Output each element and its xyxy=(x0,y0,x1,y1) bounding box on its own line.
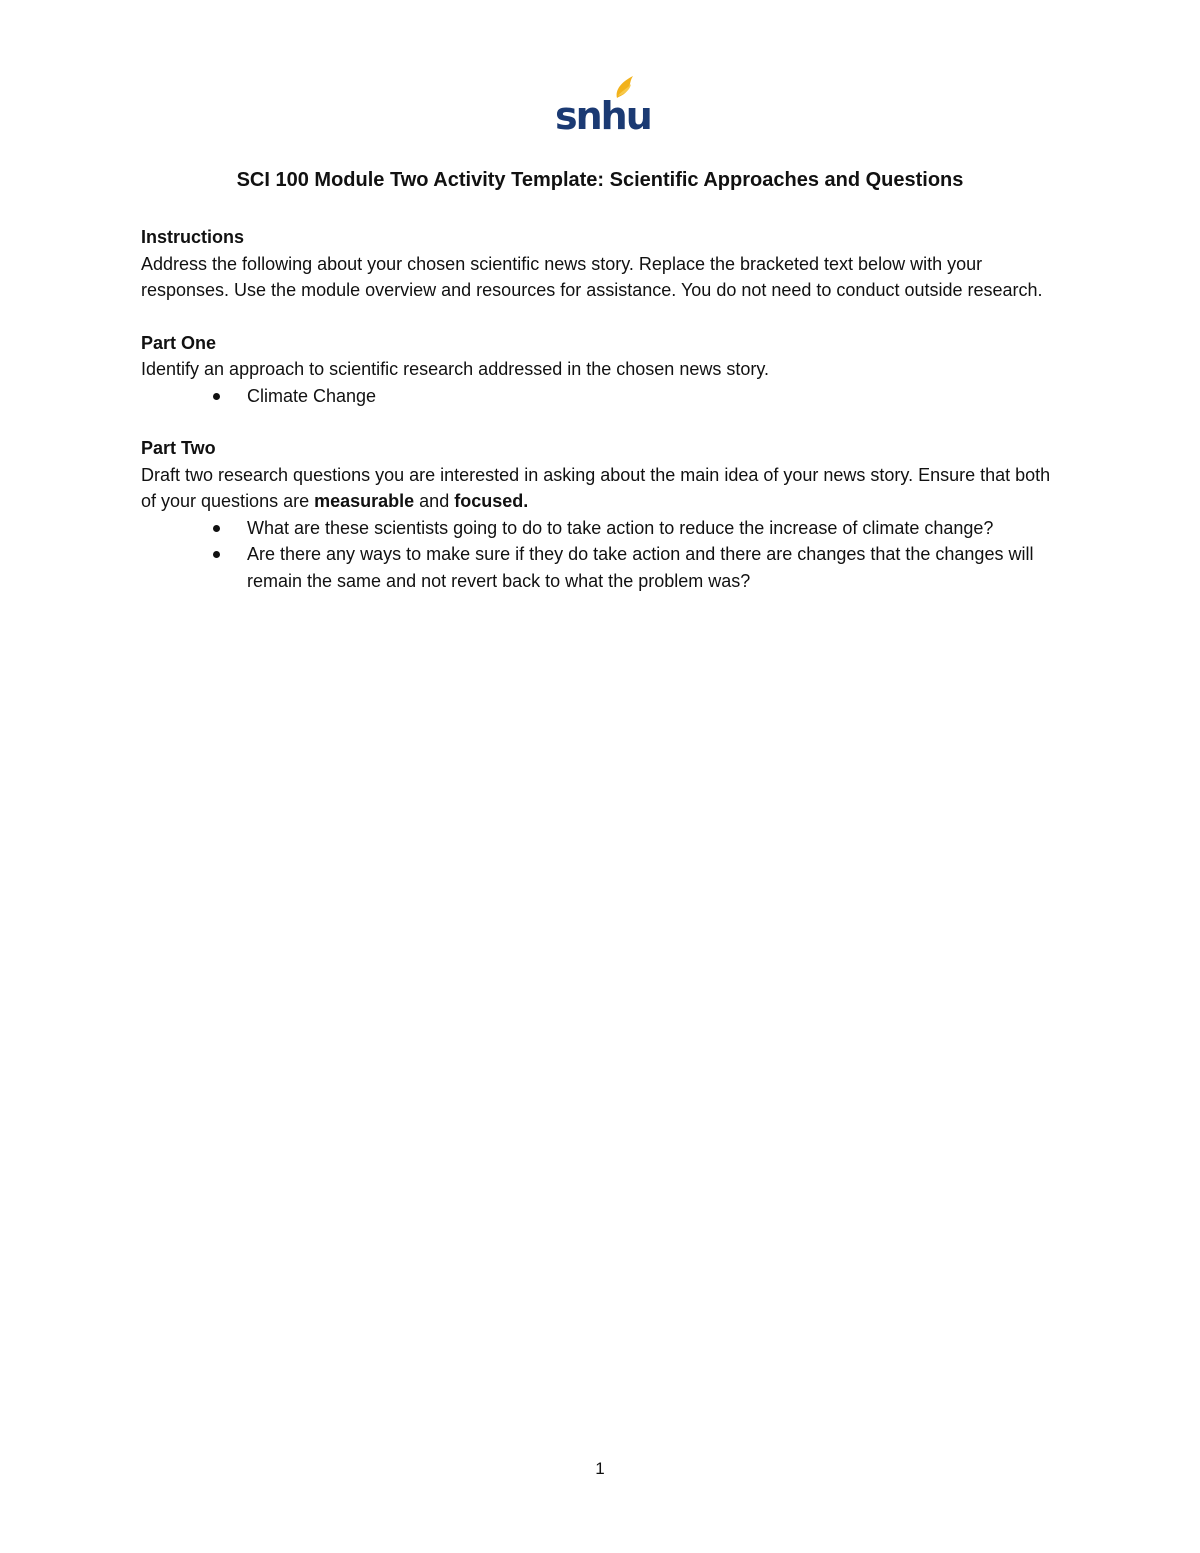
bullet-icon xyxy=(213,525,220,532)
answer-text: Climate Change xyxy=(247,385,377,406)
answer-text: Are there any ways to make sure if they do take action and there are changes that the changes will remain the same and not revert back to what the problem was? xyxy=(247,544,1034,591)
bullet-icon xyxy=(213,393,220,400)
list-item xyxy=(141,541,1061,594)
page-number: 1 xyxy=(595,1459,605,1478)
logo-text: snhu xyxy=(555,94,651,138)
part-two-answers xyxy=(141,515,1061,595)
prompt-text-and: and xyxy=(414,491,455,511)
answer-text: What are these scientists going to do to take action to reduce the increase of climate change? xyxy=(247,517,994,538)
list-item xyxy=(141,383,1061,410)
document-title: SCI 100 Module Two Activity Template: Scientific Approaches and Questions xyxy=(236,169,964,191)
part-one-section xyxy=(141,330,1061,410)
instructions-section xyxy=(141,224,1061,304)
bullet-icon xyxy=(213,551,220,558)
part-one-heading: Part One xyxy=(141,332,217,353)
instructions-text: Address the following about your chosen scientific news story. Replace the bracketed text below with your responses. Use the module overview and resources for assistance. You do not need to conduct outside research. xyxy=(141,253,1043,300)
prompt-bold-focused: focused xyxy=(454,491,524,511)
prompt-text: Draft two research questions you are interested in asking about the main idea of your news story. Ensure that both of your questions are xyxy=(141,464,1051,511)
part-one-answers xyxy=(141,383,1061,410)
part-two-section xyxy=(141,435,1061,594)
snhu-flame-logo-icon xyxy=(555,72,651,138)
prompt-period: . xyxy=(523,491,529,511)
document-body xyxy=(141,224,1061,620)
part-two-heading: Part Two xyxy=(141,438,216,458)
part-one-prompt: Identify an approach to scientific research addressed in the chosen news story. xyxy=(141,359,770,379)
instructions-heading: Instructions xyxy=(141,227,245,247)
snhu-logo xyxy=(555,72,651,138)
part-two-prompt xyxy=(141,462,1061,515)
list-item xyxy=(141,515,1061,542)
prompt-bold-measurable: measurable xyxy=(314,491,415,511)
